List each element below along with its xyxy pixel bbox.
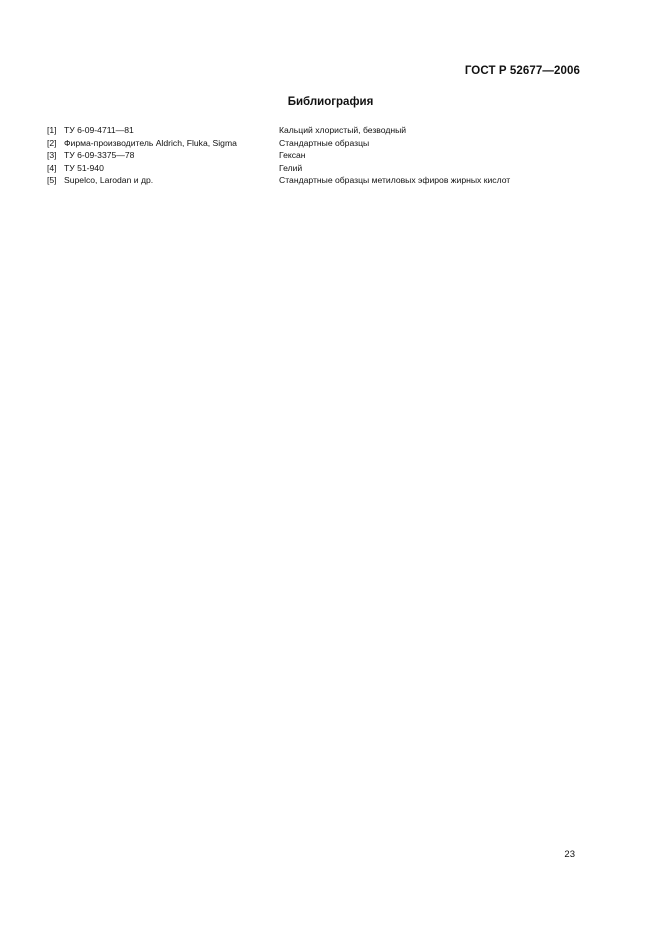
bibliography-entry: [47, 162, 587, 175]
bibliography-entry: [47, 137, 587, 150]
entry-title: Гелий: [279, 162, 303, 173]
bibliography-entry: [47, 149, 587, 162]
entry-number: [5]: [47, 175, 57, 186]
entry-title: Гексан: [279, 150, 306, 161]
entry-title: Стандартные образцы метиловых эфиров жирных кислот: [279, 175, 511, 186]
page-number: 23: [564, 849, 575, 860]
entry-source: ТУ 51-940: [64, 162, 104, 173]
entry-number: [2]: [47, 137, 57, 148]
entry-number: [1]: [47, 125, 57, 135]
section-heading: Библиография: [287, 96, 374, 108]
document-code: ГОСТ Р 52677—2006: [464, 65, 580, 77]
entry-title: Кальций хлористый, безводный: [279, 125, 407, 135]
bibliography-list: [47, 124, 587, 187]
bibliography-entry: [47, 174, 587, 187]
entry-title: Стандартные образцы: [279, 137, 370, 148]
entry-source: ТУ 6-09-4711—81: [64, 125, 134, 135]
entry-number: [4]: [47, 162, 57, 173]
entry-number: [3]: [47, 150, 57, 161]
entry-source: ТУ 6-09-3375—78: [64, 150, 135, 161]
entry-source: Supelco, Larodan и др.: [64, 175, 154, 186]
bibliography-entry: [47, 124, 587, 137]
entry-source: Фирма-производитель Aldrich, Fluka, Sigma: [64, 137, 237, 148]
